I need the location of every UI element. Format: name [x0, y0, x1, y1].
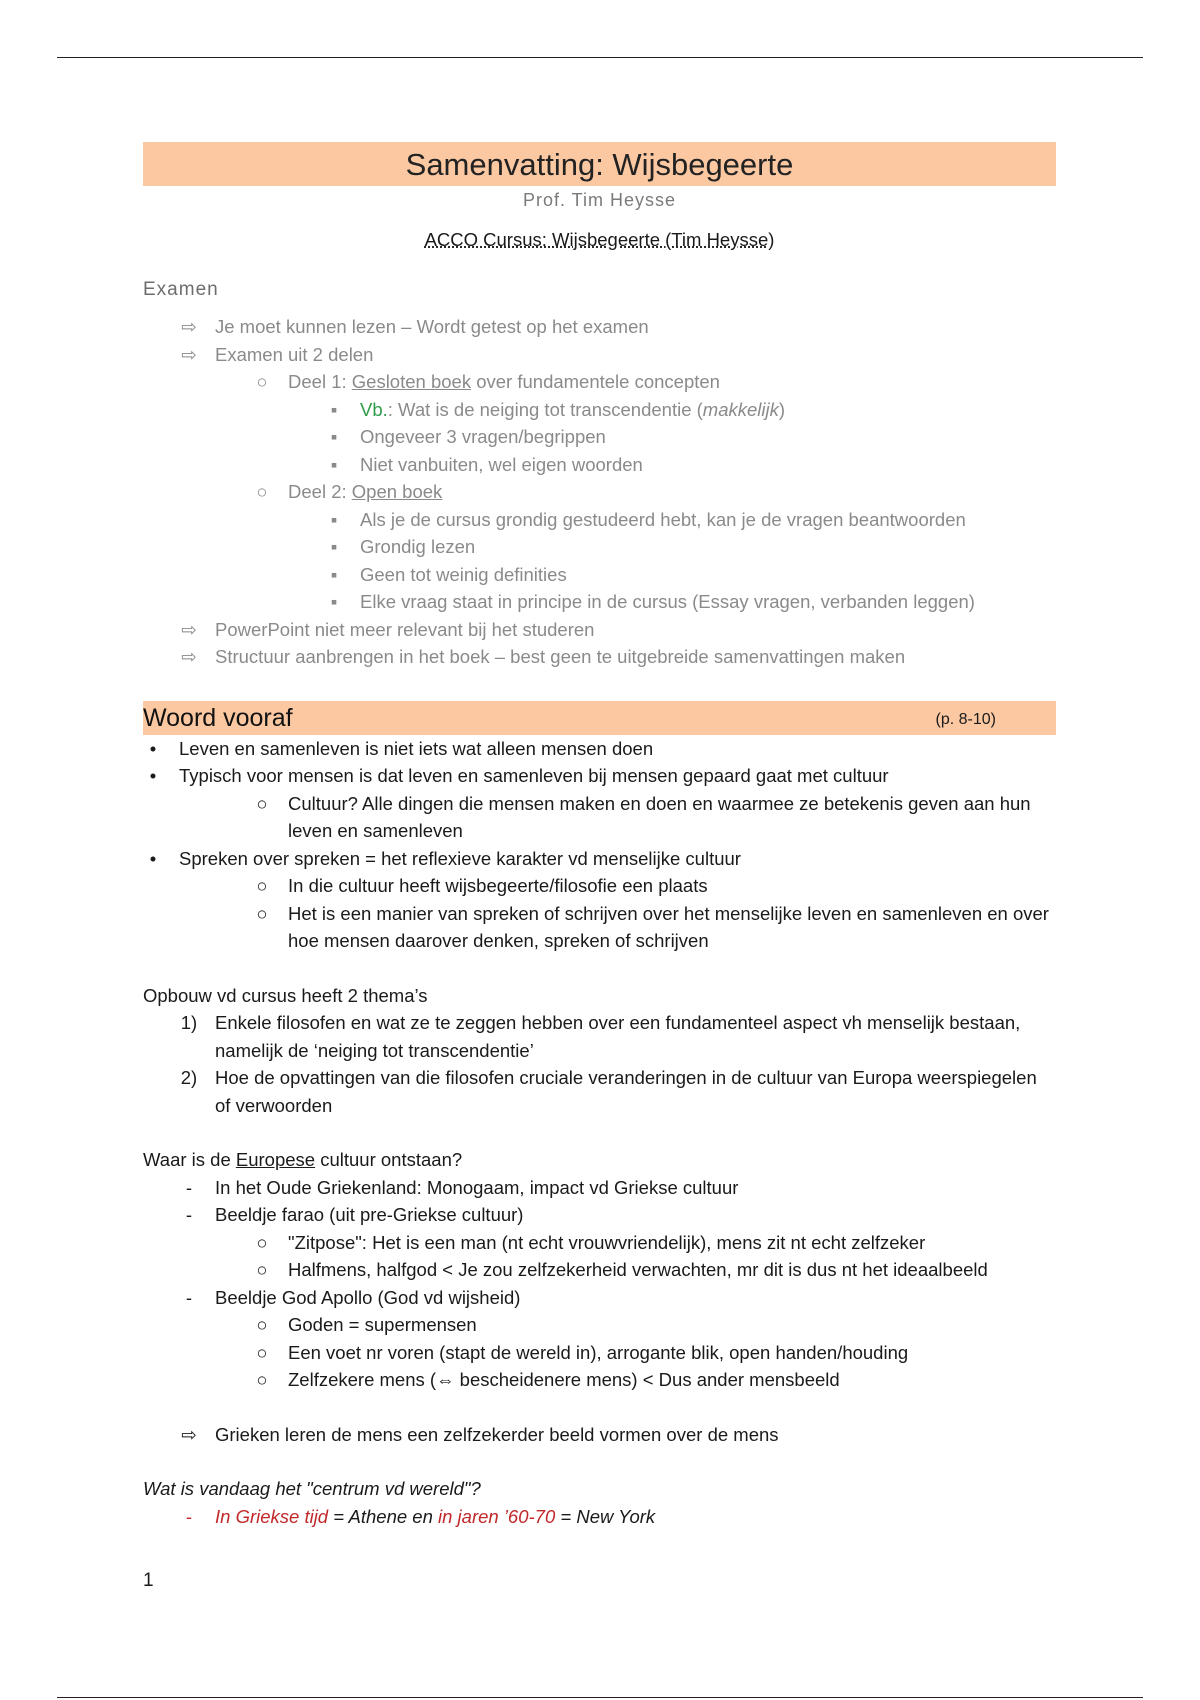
dash-bullet-icon: - [185, 1505, 193, 1527]
list-item: ▪ Als je de cursus grondig gestudeerd hebt, kan je de vragen beantwoorden [143, 506, 1056, 534]
circle-bullet-icon: ○ [256, 1231, 268, 1253]
square-bullet-icon: ▪ [330, 426, 338, 447]
number-marker: 2) [180, 1067, 198, 1088]
bullet-icon: • [149, 737, 157, 759]
arrow-icon: ⇨ [181, 646, 197, 667]
list-item: • Leven en samenleven is niet iets wat alleen mensen doen [143, 735, 1056, 763]
list-item: ○ Het is een manier van spreken of schrijven over het menselijke leven en samenleven en over hoe mensen daarover denken, spreken of schrijven [143, 900, 1056, 955]
list-item: ○ Halfmens, halfgod < Je zou zelfzekerheid verwachten, mr dit is dus nt het ideaalbeeld [143, 1256, 1056, 1284]
bullet-icon: • [149, 847, 157, 869]
square-bullet-icon: ▪ [330, 508, 338, 530]
circle-bullet-icon: ○ [256, 1341, 268, 1363]
list-item: ⇨ Structuur aanbrengen in het boek – best geen te uitgebreide samenvattingen maken [143, 643, 1056, 671]
number-marker: 1) [180, 1012, 198, 1033]
examen-list [143, 313, 1056, 671]
circle-bullet-icon: ○ [256, 481, 268, 502]
list-item: - In Griekse tijd = Athene en in jaren ’60-70 = New York [143, 1503, 1056, 1531]
arrow-icon: ⇨ [181, 618, 197, 640]
square-bullet-icon: ▪ [330, 453, 338, 475]
dash-bullet-icon: - [185, 1286, 193, 1308]
document-subtitle: Prof. Tim Heysse [522, 190, 677, 210]
list-item: ○ Cultuur? Alle dingen die mensen maken en doen en waarmee ze betekenis geven aan hun leven en samenleven [143, 790, 1056, 845]
page-number: 1 [143, 1570, 154, 1591]
course-reference-text: ACCO Cursus: Wijsbegeerte (Tim Heysse) [424, 229, 775, 250]
list-item: ▪ Elke vraag staat in principe in de cursus (Essay vragen, verbanden leggen) [143, 588, 1056, 616]
circle-bullet-icon: ○ [256, 875, 268, 896]
square-bullet-icon: ▪ [330, 536, 338, 557]
arrow-icon: ⇨ [181, 343, 197, 365]
examen-heading: Examen [143, 278, 219, 300]
list-item: 2) Hoe de opvattingen van die filosofen cruciale veranderingen in de cultuur van Europa weerspiegelen of verwoorden [143, 1064, 1056, 1119]
dash-bullet-icon: - [185, 1176, 193, 1198]
square-bullet-icon: ▪ [330, 398, 338, 420]
section-pages: (p. 8-10) [935, 710, 996, 728]
list-item: ⇨ Grieken leren de mens een zelfzekerder beeld vormen over de mens [143, 1421, 1056, 1449]
list-item: ○ In die cultuur heeft wijsbegeerte/filosofie een plaats [143, 872, 1056, 900]
list-item: 1) Enkele filosofen en wat ze te zeggen hebben over een fundamenteel aspect vh menselijk bestaan, namelijk de ‘neiging tot transcendentie’ [143, 1009, 1056, 1064]
list-item: ▪ Niet vanbuiten, wel eigen woorden [143, 451, 1056, 479]
list-item: ○ Deel 1: Gesloten boek over fundamentele concepten [143, 368, 1056, 396]
course-reference [143, 226, 1056, 254]
list-item: • Typisch voor mensen is dat leven en samenleven bij mensen gepaard gaat met cultuur [143, 762, 1056, 790]
woord-vooraf-content [143, 735, 1056, 1531]
list-item: • Spreken over spreken = het reflexieve karakter vd menselijke cultuur [143, 845, 1056, 873]
square-bullet-icon: ▪ [330, 591, 338, 612]
list-item: ○ "Zitpose": Het is een man (nt echt vrouwvriendelijk), mens zit nt echt zelfzeker [143, 1229, 1056, 1257]
list-item: ○ Zelfzekere mens (⇔ bescheidenere mens) < Dus ander mensbeeld [143, 1366, 1056, 1394]
document-title: Samenvatting: Wijsbegeerte [143, 142, 1056, 186]
list-item: ○ Een voet nr voren (stapt de wereld in), arrogante blik, open handen/houding [143, 1339, 1056, 1367]
bottom-rule [57, 1697, 1143, 1698]
top-rule [57, 57, 1143, 58]
list-item: ▪ Ongeveer 3 vragen/begrippen [143, 423, 1056, 451]
dash-bullet-icon: - [185, 1204, 193, 1225]
arrow-icon: ⇨ [181, 1423, 197, 1445]
circle-bullet-icon: ○ [256, 902, 268, 924]
paragraph: Waar is de Europese cultuur ontstaan? [143, 1149, 463, 1170]
arrow-icon: ⇨ [181, 316, 197, 337]
bullet-icon: • [149, 765, 157, 786]
list-item: ▪ Vb.: Wat is de neiging tot transcendentie (makkelijk) [143, 396, 1056, 424]
list-item: ○ Deel 2: Open boek [143, 478, 1056, 506]
list-item: ⇨ Examen uit 2 delen [143, 341, 1056, 369]
list-item: - In het Oude Griekenland: Monogaam, impact vd Griekse cultuur [143, 1174, 1056, 1202]
circle-bullet-icon: ○ [256, 792, 268, 814]
paragraph: Wat is vandaag het "centrum vd wereld"? [143, 1478, 481, 1499]
circle-bullet-icon: ○ [256, 1259, 268, 1280]
list-item: ▪ Grondig lezen [143, 533, 1056, 561]
paragraph: Opbouw vd cursus heeft 2 thema’s [143, 984, 428, 1006]
list-item: ⇨ PowerPoint niet meer relevant bij het studeren [143, 616, 1056, 644]
section-heading-woord-vooraf [143, 701, 1056, 735]
list-item: - Beeldje God Apollo (God vd wijsheid) [143, 1284, 1056, 1312]
list-item: - Beeldje farao (uit pre-Griekse cultuur) [143, 1201, 1056, 1229]
list-item: ○ Goden = supermensen [143, 1311, 1056, 1339]
circle-bullet-icon: ○ [256, 1369, 268, 1390]
list-item: ⇨ Je moet kunnen lezen – Wordt getest op het examen [143, 313, 1056, 341]
circle-bullet-icon: ○ [256, 1314, 268, 1335]
circle-bullet-icon: ○ [256, 371, 268, 392]
list-item: ▪ Geen tot weinig definities [143, 561, 1056, 589]
document-page [143, 142, 1056, 1530]
square-bullet-icon: ▪ [330, 563, 338, 585]
section-title: Woord vooraf [143, 703, 293, 732]
